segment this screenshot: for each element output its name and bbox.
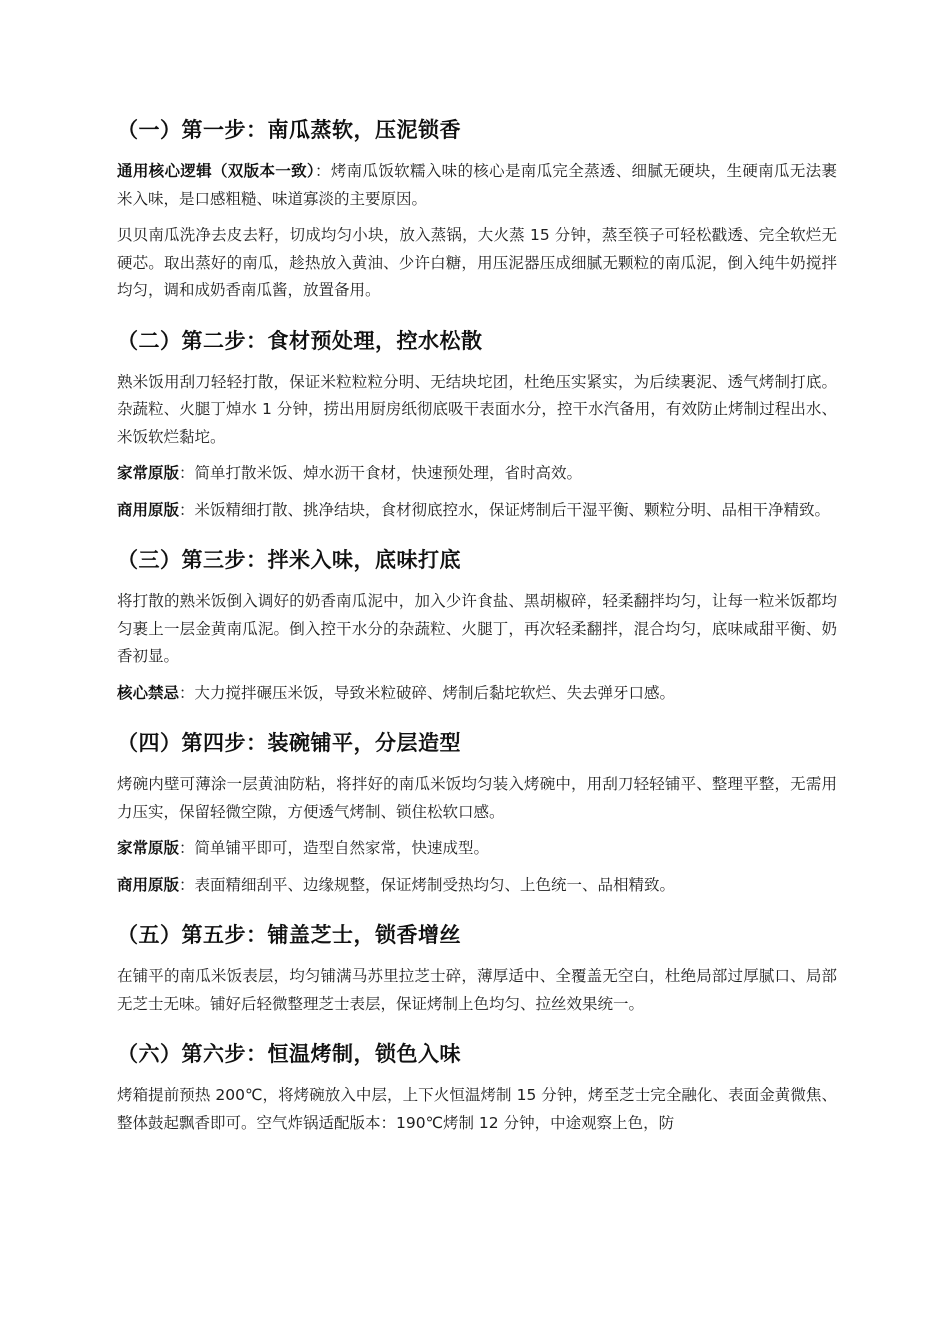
paragraph-text: 将打散的熟米饭倒入调好的奶香南瓜泥中，加入少许食盐、黑胡椒碎，轻柔翻拌均匀，让每一粒米饭都均匀裹上一层金黄南瓜泥。倒入控干水分的杂蔬粒、火腿丁，再次轻柔翻拌，混合均匀，底味咸甜平衡、奶香初显。: [117, 592, 837, 665]
section-heading: （四）第四步：装碗铺平，分层造型: [117, 731, 461, 755]
paragraph: [117, 222, 837, 305]
section-step-2: [117, 323, 837, 525]
section-heading: （三）第三步：拌米入味，底味打底: [117, 548, 461, 572]
paragraph: [117, 1082, 837, 1137]
section-heading: （五）第五步：铺盖芝士，锁香增丝: [117, 923, 461, 947]
paragraph: [117, 771, 837, 826]
paragraph: [117, 872, 837, 900]
paragraph-label: 家常原版: [117, 464, 180, 482]
paragraph: [117, 497, 837, 525]
paragraph-text: ：大力搅拌碾压米饭，导致米粒破碎、烤制后黏坨软烂、失去弹牙口感。: [179, 683, 676, 702]
section-step-1: [117, 112, 837, 305]
paragraph: [117, 158, 837, 213]
paragraph-label: 家常原版: [117, 839, 180, 857]
paragraph-text: 贝贝南瓜洗净去皮去籽，切成均匀小块，放入蒸锅，大火蒸 15 分钟，蒸至筷子可轻松戳透、完全软烂无硬芯。取出蒸好的南瓜，趁热放入黄油、少许白糖，用压泥器压成细腻无颗粒的南瓜泥，倒入纯牛奶搅拌均匀，调和成奶香南瓜酱，放置备用。: [117, 226, 837, 299]
paragraph: [117, 680, 837, 708]
paragraph-text: ：烤南瓜饭软糯入味的核心是南瓜完全蒸透、细腻无硬块，生硬南瓜无法裹米入味，是口感粗糙、味道寡淡的主要原因。: [117, 162, 837, 208]
paragraph-text: 烤碗内壁可薄涂一层黄油防粘，将拌好的南瓜米饭均匀装入烤碗中，用刮刀轻轻铺平、整理平整，无需用力压实，保留轻微空隙，方便透气烤制、锁住松软口感。: [117, 775, 837, 821]
paragraph-text: ：米饭精细打散、挑净结块，食材彻底控水，保证烤制后干湿平衡、颗粒分明、品相干净精致。: [179, 500, 831, 519]
paragraph-label: 通用核心逻辑（双版本一致）: [117, 162, 316, 180]
paragraph: [117, 588, 837, 671]
document-page: [117, 112, 837, 1146]
paragraph-text: ：表面精细刮平、边缘规整，保证烤制受热均匀、上色统一、品相精致。: [179, 875, 676, 894]
section-step-5: [117, 917, 837, 1018]
paragraph-label: 商用原版: [117, 875, 180, 894]
paragraph-text: ：简单打散米饭、焯水沥干食材，快速预处理，省时高效。: [179, 464, 583, 482]
paragraph-text: 在铺平的南瓜米饭表层，均匀铺满马苏里拉芝士碎，薄厚适中、全覆盖无空白，杜绝局部过厚腻口、局部无芝士无味。铺好后轻微整理芝士表层，保证烤制上色均匀、拉丝效果统一。: [117, 967, 837, 1013]
section-step-4: [117, 725, 837, 899]
paragraph-label: 核心禁忌: [117, 683, 180, 702]
paragraph: [117, 460, 837, 488]
paragraph-text: 熟米饭用刮刀轻轻打散，保证米粒粒粒分明、无结块坨团，杜绝压实紧实，为后续裹泥、透气烤制打底。杂蔬粒、火腿丁焯水 1 分钟，捞出用厨房纸彻底吸干表面水分，控干水汽备用，有效防止烤制过程出水、米饭软烂黏坨。: [117, 372, 837, 446]
section-heading: （六）第六步：恒温烤制，锁色入味: [117, 1042, 461, 1066]
paragraph-label: 商用原版: [117, 500, 180, 519]
paragraph-text: 烤箱提前预热 200℃，将烤碗放入中层，上下火恒温烤制 15 分钟，烤至芝士完全融化、表面金黄微焦、整体鼓起飘香即可。空气炸锅适配版本：190℃烤制 12 分钟，中途观察上色，防: [117, 1086, 837, 1132]
section-heading: （二）第二步：食材预处理，控水松散: [117, 328, 483, 353]
paragraph: [117, 835, 837, 863]
paragraph: [117, 963, 837, 1018]
section-step-3: [117, 542, 837, 707]
section-heading: （一）第一步：南瓜蒸软，压泥锁香: [117, 118, 461, 142]
section-step-6: [117, 1036, 837, 1137]
paragraph: [117, 369, 837, 452]
paragraph-text: ：简单铺平即可，造型自然家常，快速成型。: [179, 839, 490, 857]
